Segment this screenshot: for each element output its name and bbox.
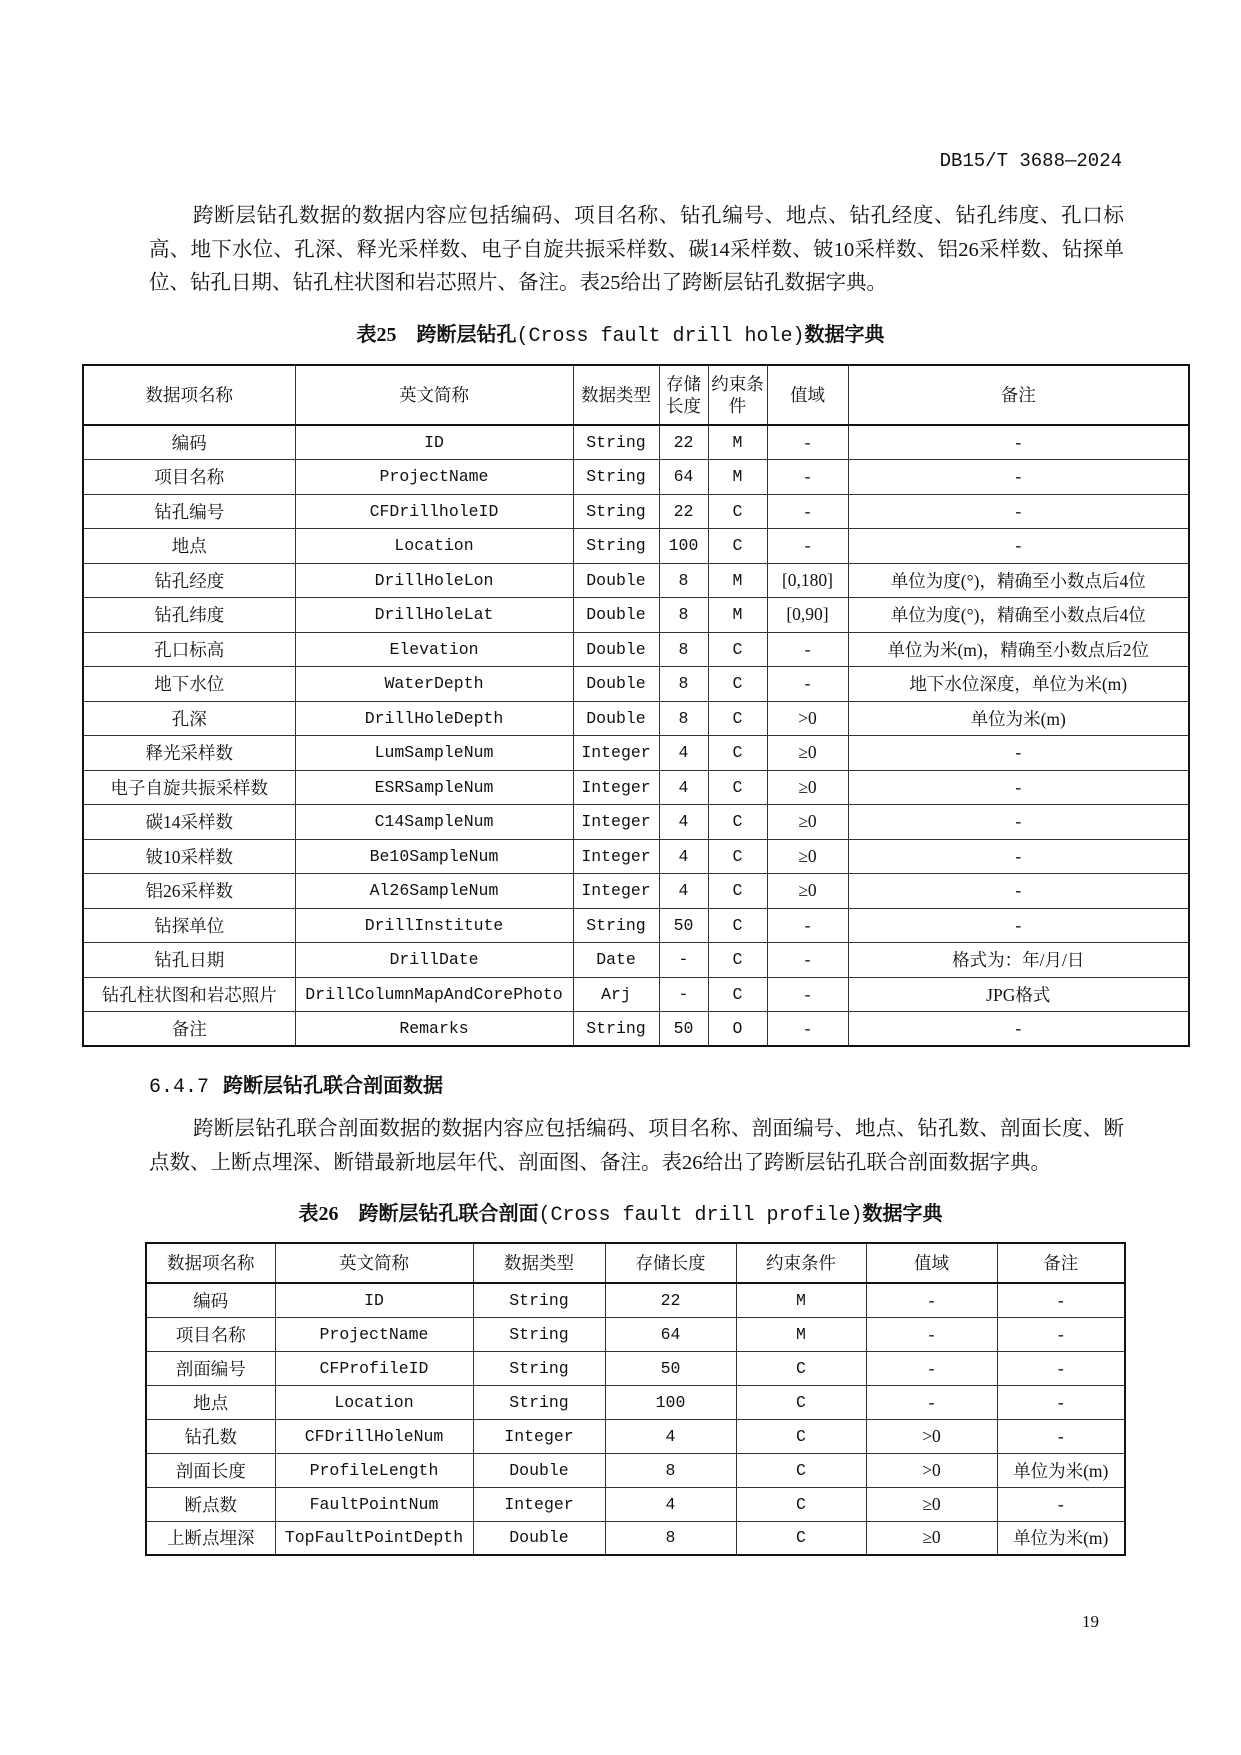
caption-en: (Cross fault drill profile) xyxy=(538,1204,863,1227)
table-cell: 50 xyxy=(659,1012,708,1047)
table-cell: 电子自旋共振采样数 xyxy=(83,770,295,805)
table-cell: String xyxy=(473,1283,605,1317)
table-cell: - xyxy=(866,1351,997,1385)
table-cell: C xyxy=(708,529,767,564)
table-cell: - xyxy=(848,770,1189,805)
table-cell: 碳14采样数 xyxy=(83,805,295,840)
table-cell: ≥0 xyxy=(866,1487,997,1521)
table-cell: Arj xyxy=(573,977,659,1012)
caption-suffix: 数据字典 xyxy=(804,324,885,346)
table-cell: - xyxy=(866,1283,997,1317)
table-cell: - xyxy=(767,529,848,564)
table-row xyxy=(146,1419,1125,1453)
table-cell: Integer xyxy=(573,805,659,840)
table-cell: Remarks xyxy=(295,1012,573,1047)
table-cell: C xyxy=(708,667,767,702)
table-cell: 8 xyxy=(659,563,708,598)
table-cell: - xyxy=(767,943,848,978)
table-cell: DrillDate xyxy=(295,943,573,978)
table-cell: - xyxy=(767,460,848,495)
table-cell: - xyxy=(848,736,1189,771)
table-cell: 剖面编号 xyxy=(146,1351,275,1385)
table-row xyxy=(83,425,1189,460)
table-cell: - xyxy=(848,839,1189,874)
table-cell: 4 xyxy=(659,805,708,840)
table-cell: DrillHoleLon xyxy=(295,563,573,598)
table-row xyxy=(83,736,1189,771)
table-cell: 4 xyxy=(659,770,708,805)
table-cell: - xyxy=(848,529,1189,564)
table-row xyxy=(83,1012,1189,1047)
table-cell: C xyxy=(708,805,767,840)
table-cell: 上断点埋深 xyxy=(146,1521,275,1555)
table-cell: - xyxy=(767,632,848,667)
table-cell: [0,180] xyxy=(767,563,848,598)
table-cell: 钻孔日期 xyxy=(83,943,295,978)
table-cell: Integer xyxy=(573,736,659,771)
table-row xyxy=(83,460,1189,495)
table-cell: 4 xyxy=(605,1419,736,1453)
table-cell: 8 xyxy=(659,598,708,633)
table-row xyxy=(83,908,1189,943)
table-cell: 8 xyxy=(659,667,708,702)
table-cell: 地下水位深度，单位为米(m) xyxy=(848,667,1189,702)
table-cell: C xyxy=(736,1385,866,1419)
table-cell: - xyxy=(767,1012,848,1047)
table-cell: C xyxy=(708,839,767,874)
table-cell: 释光采样数 xyxy=(83,736,295,771)
table-cell: - xyxy=(767,667,848,702)
table-cell: - xyxy=(659,977,708,1012)
column-header: 数据类型 xyxy=(573,365,659,425)
column-header: 值域 xyxy=(866,1243,997,1283)
column-header: 英文简称 xyxy=(275,1243,473,1283)
table-cell: 钻探单位 xyxy=(83,908,295,943)
table-cell: C xyxy=(736,1453,866,1487)
table-cell: ProfileLength xyxy=(275,1453,473,1487)
table-cell: - xyxy=(767,425,848,460)
table-cell: Double xyxy=(573,598,659,633)
table-cell: 钻孔经度 xyxy=(83,563,295,598)
table-row xyxy=(83,632,1189,667)
table-row xyxy=(83,943,1189,978)
table-cell: 地点 xyxy=(146,1385,275,1419)
table-cell: 单位为度(°)，精确至小数点后4位 xyxy=(848,598,1189,633)
table-cell: - xyxy=(767,494,848,529)
table-cell: Double xyxy=(573,701,659,736)
table-cell: 100 xyxy=(605,1385,736,1419)
table-cell: Integer xyxy=(473,1419,605,1453)
table-cell: Integer xyxy=(573,770,659,805)
table-cell: M xyxy=(708,563,767,598)
table25 xyxy=(82,364,1190,1047)
table-cell: Double xyxy=(573,563,659,598)
table-cell: - xyxy=(848,805,1189,840)
table-row xyxy=(146,1351,1125,1385)
table-cell: >0 xyxy=(866,1419,997,1453)
table-cell: DrillInstitute xyxy=(295,908,573,943)
table-cell: CFDrillholeID xyxy=(295,494,573,529)
table-cell: ESRSampleNum xyxy=(295,770,573,805)
table-cell: TopFaultPointDepth xyxy=(275,1521,473,1555)
table-cell: ≥0 xyxy=(866,1521,997,1555)
table-cell: - xyxy=(997,1283,1125,1317)
table-cell: O xyxy=(708,1012,767,1047)
table-row xyxy=(83,770,1189,805)
table-cell: String xyxy=(473,1385,605,1419)
table-cell: 钻孔纬度 xyxy=(83,598,295,633)
table-cell: 格式为：年/月/日 xyxy=(848,943,1189,978)
column-header: 备注 xyxy=(997,1243,1125,1283)
table-cell: 8 xyxy=(605,1521,736,1555)
table-cell: - xyxy=(866,1317,997,1351)
table-cell: 22 xyxy=(605,1283,736,1317)
section-title: 跨断层钻孔联合剖面数据 xyxy=(223,1075,444,1097)
column-header: 约束条件 xyxy=(708,365,767,425)
table-cell: ≥0 xyxy=(767,805,848,840)
page-number: 19 xyxy=(1082,1612,1099,1631)
table-cell: Double xyxy=(573,632,659,667)
table-cell: C xyxy=(736,1521,866,1555)
table-cell: - xyxy=(848,460,1189,495)
table-cell: Integer xyxy=(473,1487,605,1521)
table-row xyxy=(83,529,1189,564)
table-row xyxy=(146,1317,1125,1351)
column-header: 数据类型 xyxy=(473,1243,605,1283)
section-heading xyxy=(149,1069,443,1099)
table-cell: C xyxy=(708,701,767,736)
table-cell: 100 xyxy=(659,529,708,564)
table-cell: WaterDepth xyxy=(295,667,573,702)
table-cell: String xyxy=(473,1351,605,1385)
table-cell: - xyxy=(848,425,1189,460)
document-code: DB15/T 3688—2024 xyxy=(939,150,1122,172)
table-cell: - xyxy=(767,908,848,943)
table-cell: JPG格式 xyxy=(848,977,1189,1012)
table-cell: DrillHoleDepth xyxy=(295,701,573,736)
table-cell: Double xyxy=(473,1453,605,1487)
table-cell: 单位为米(m)，精确至小数点后2位 xyxy=(848,632,1189,667)
table-cell: - xyxy=(997,1317,1125,1351)
table-cell: 铍10采样数 xyxy=(83,839,295,874)
table-cell: Integer xyxy=(573,839,659,874)
table-row xyxy=(146,1385,1125,1419)
table-cell: 地下水位 xyxy=(83,667,295,702)
caption-suffix: 数据字典 xyxy=(862,1203,943,1225)
caption-prefix: 表26 跨断层钻孔联合剖面 xyxy=(298,1203,539,1225)
table-cell: 64 xyxy=(605,1317,736,1351)
table-cell: - xyxy=(997,1487,1125,1521)
table-cell: DrillColumnMapAndCorePhoto xyxy=(295,977,573,1012)
table-cell: Location xyxy=(295,529,573,564)
table26 xyxy=(145,1242,1126,1556)
table-row xyxy=(83,598,1189,633)
table-cell: LumSampleNum xyxy=(295,736,573,771)
table-cell: C xyxy=(708,943,767,978)
column-header: 数据项名称 xyxy=(83,365,295,425)
table-cell: C xyxy=(736,1351,866,1385)
table-cell: Date xyxy=(573,943,659,978)
table-cell: ID xyxy=(275,1283,473,1317)
table-cell: - xyxy=(848,874,1189,909)
table-cell: CFProfileID xyxy=(275,1351,473,1385)
table-cell: Location xyxy=(275,1385,473,1419)
table-cell: 钻孔柱状图和岩芯照片 xyxy=(83,977,295,1012)
table-cell: 4 xyxy=(659,736,708,771)
table-cell: - xyxy=(997,1419,1125,1453)
table-cell: 备注 xyxy=(83,1012,295,1047)
table-cell: String xyxy=(473,1317,605,1351)
caption-en: (Cross fault drill hole) xyxy=(516,325,805,348)
table-cell: 项目名称 xyxy=(146,1317,275,1351)
table-cell: M xyxy=(736,1283,866,1317)
table-cell: 22 xyxy=(659,425,708,460)
table-cell: ≥0 xyxy=(767,874,848,909)
header-row xyxy=(83,365,1189,425)
table26-caption xyxy=(0,1197,1241,1227)
table-cell: 编码 xyxy=(146,1283,275,1317)
table-cell: - xyxy=(848,908,1189,943)
table-cell: 4 xyxy=(659,839,708,874)
header-row xyxy=(146,1243,1125,1283)
caption-prefix: 表25 跨断层钻孔 xyxy=(356,324,517,346)
column-header: 值域 xyxy=(767,365,848,425)
table-cell: 钻孔数 xyxy=(146,1419,275,1453)
table-row xyxy=(83,874,1189,909)
table-cell: C xyxy=(736,1487,866,1521)
table-cell: 8 xyxy=(605,1453,736,1487)
table-cell: M xyxy=(736,1317,866,1351)
table-row xyxy=(83,701,1189,736)
table-cell: - xyxy=(848,1012,1189,1047)
column-header: 存储长度 xyxy=(605,1243,736,1283)
table-cell: C xyxy=(708,770,767,805)
table-cell: String xyxy=(573,494,659,529)
table-cell: Al26SampleNum xyxy=(295,874,573,909)
table-cell: 项目名称 xyxy=(83,460,295,495)
table-cell: C xyxy=(708,494,767,529)
table-cell: 编码 xyxy=(83,425,295,460)
table-cell: 8 xyxy=(659,701,708,736)
table-cell: C xyxy=(736,1419,866,1453)
table-cell: String xyxy=(573,1012,659,1047)
table-cell: 单位为米(m) xyxy=(848,701,1189,736)
table-cell: 剖面长度 xyxy=(146,1453,275,1487)
column-header: 备注 xyxy=(848,365,1189,425)
table-cell: String xyxy=(573,460,659,495)
table-cell: 地点 xyxy=(83,529,295,564)
table-cell: 8 xyxy=(659,632,708,667)
table-cell: C xyxy=(708,736,767,771)
table-cell: C xyxy=(708,908,767,943)
table-cell: 单位为米(m) xyxy=(997,1453,1125,1487)
table-cell: 单位为米(m) xyxy=(997,1521,1125,1555)
table-cell: >0 xyxy=(866,1453,997,1487)
table-cell: ≥0 xyxy=(767,736,848,771)
table-cell: CFDrillHoleNum xyxy=(275,1419,473,1453)
table-row xyxy=(146,1283,1125,1317)
section-number: 6.4.7 xyxy=(149,1076,210,1099)
table-cell: - xyxy=(659,943,708,978)
table-cell: 50 xyxy=(659,908,708,943)
table-cell: 铝26采样数 xyxy=(83,874,295,909)
table-cell: Double xyxy=(473,1521,605,1555)
table-cell: - xyxy=(848,494,1189,529)
table-cell: FaultPointNum xyxy=(275,1487,473,1521)
table-cell: String xyxy=(573,529,659,564)
table-cell: 64 xyxy=(659,460,708,495)
table-cell: String xyxy=(573,425,659,460)
table-cell: 单位为度(°)，精确至小数点后4位 xyxy=(848,563,1189,598)
table-cell: ProjectName xyxy=(295,460,573,495)
table-cell: 孔口标高 xyxy=(83,632,295,667)
table-row xyxy=(83,667,1189,702)
table-cell: Double xyxy=(573,667,659,702)
table-cell: M xyxy=(708,425,767,460)
column-header: 存储长度 xyxy=(659,365,708,425)
table-cell: ID xyxy=(295,425,573,460)
table-cell: ProjectName xyxy=(275,1317,473,1351)
paragraph-table25-intro: 跨断层钻孔数据的数据内容应包括编码、项目名称、钻孔编号、地点、钻孔经度、钻孔纬度、孔口标高、地下水位、孔深、释光采样数、电子自旋共振采样数、碳14采样数、铍10采样数、铝26采样数、钻探单位、钻孔日期、钻孔柱状图和岩芯照片、备注。表25给出了跨断层钻孔数据字典。 xyxy=(149,205,1124,294)
table-cell: - xyxy=(997,1385,1125,1419)
table-cell: 钻孔编号 xyxy=(83,494,295,529)
table-cell: C xyxy=(708,977,767,1012)
table-cell: >0 xyxy=(767,701,848,736)
table-cell: - xyxy=(866,1385,997,1419)
table-cell: 孔深 xyxy=(83,701,295,736)
table-cell: 4 xyxy=(659,874,708,909)
table-cell: Be10SampleNum xyxy=(295,839,573,874)
table-row xyxy=(83,977,1189,1012)
table-cell: M xyxy=(708,598,767,633)
table-row xyxy=(83,563,1189,598)
table-row xyxy=(146,1453,1125,1487)
table-cell: C xyxy=(708,874,767,909)
table-row xyxy=(146,1521,1125,1555)
column-header: 数据项名称 xyxy=(146,1243,275,1283)
table-cell: C xyxy=(708,632,767,667)
table-cell: 断点数 xyxy=(146,1487,275,1521)
table-cell: M xyxy=(708,460,767,495)
table-cell: [0,90] xyxy=(767,598,848,633)
table-row xyxy=(83,839,1189,874)
table-cell: ≥0 xyxy=(767,770,848,805)
table-cell: String xyxy=(573,908,659,943)
table-cell: DrillHoleLat xyxy=(295,598,573,633)
table-cell: - xyxy=(767,977,848,1012)
table-cell: C14SampleNum xyxy=(295,805,573,840)
column-header: 英文简称 xyxy=(295,365,573,425)
table-cell: - xyxy=(997,1351,1125,1385)
table-row xyxy=(146,1487,1125,1521)
table-cell: 22 xyxy=(659,494,708,529)
paragraph-table26-intro: 跨断层钻孔联合剖面数据的数据内容应包括编码、项目名称、剖面编号、地点、钻孔数、剖面长度、断点数、上断点埋深、断错最新地层年代、剖面图、备注。表26给出了跨断层钻孔联合剖面数据字典。 xyxy=(149,1118,1124,1174)
table-cell: ≥0 xyxy=(767,839,848,874)
table-cell: Elevation xyxy=(295,632,573,667)
table-cell: 4 xyxy=(605,1487,736,1521)
table-cell: Integer xyxy=(573,874,659,909)
table-row xyxy=(83,494,1189,529)
table25-caption xyxy=(0,318,1241,348)
column-header: 约束条件 xyxy=(736,1243,866,1283)
table-cell: 50 xyxy=(605,1351,736,1385)
table-row xyxy=(83,805,1189,840)
